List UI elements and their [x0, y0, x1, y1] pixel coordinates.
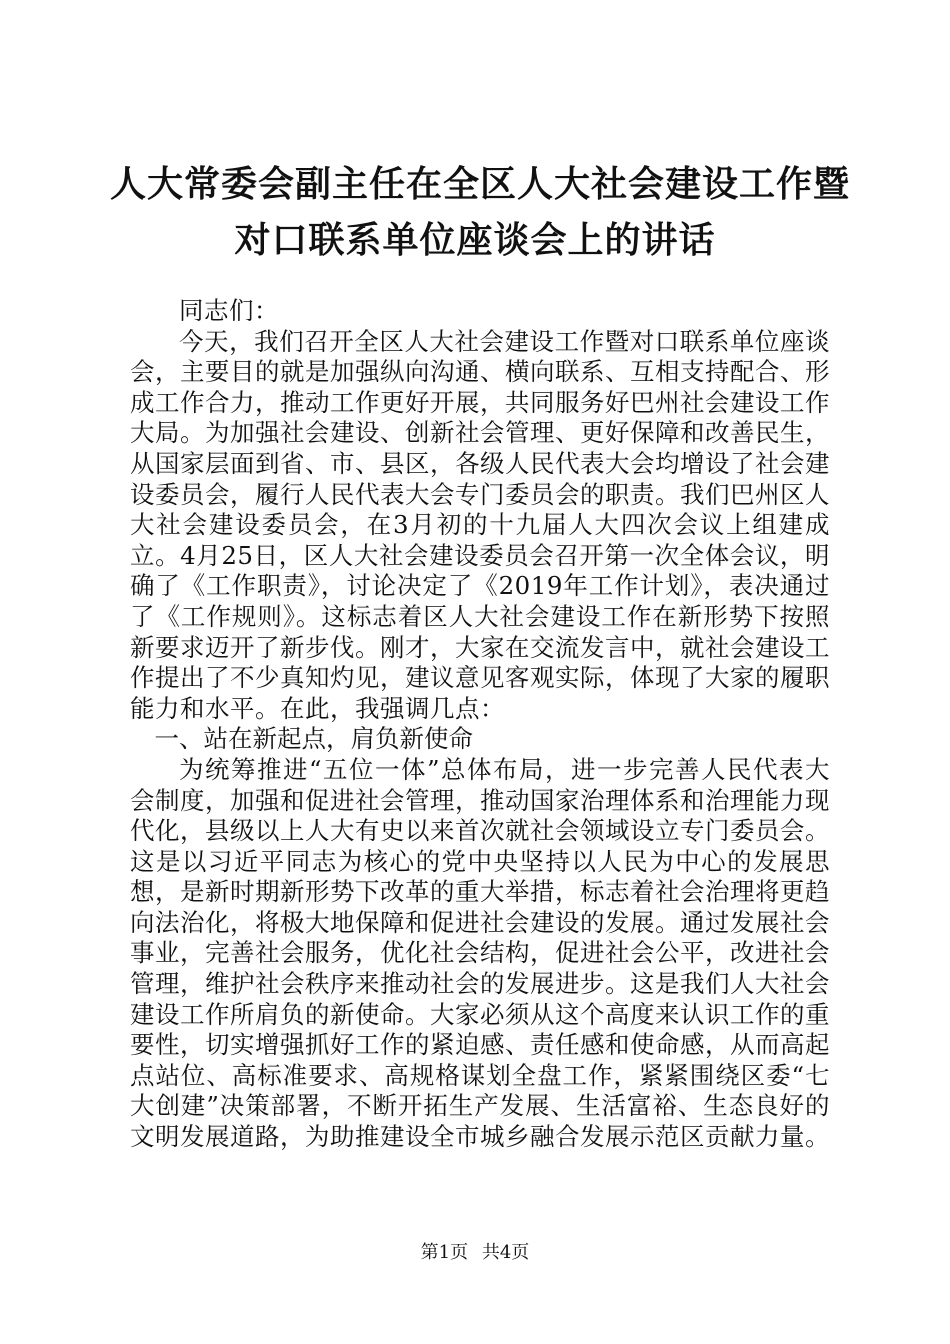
salutation: 同志们： — [179, 296, 279, 325]
document-title-line-1: 人大常委会副主任在全区人大社会建设工作暨 — [110, 163, 851, 205]
document-title-line-2: 对口联系单位座谈会上的讲话 — [234, 219, 716, 261]
page-footer — [0, 1242, 950, 1264]
section-heading-1: 一、站在新起点，肩负新使命 — [154, 724, 473, 754]
page-number: 第1页 — [420, 1242, 469, 1263]
document-body — [130, 296, 830, 1153]
paragraph-intro: 今天，我们召开全区人大社会建设工作暨对口联系单位座谈会，主要目的就是加强纵向沟通、横向联系、互相支持配合、形成工作合力，推动工作更好开展，共同服务好巴州社会建设工作大局。为加强社会建设、创新社会管理、更好保障和改善民生，从国家层面到省、市、县区，各级人民代表大会均增设了社会建设委员会，履行人民代表大会专门委员会的职责。我们巴州区人大社会建设委员会，在3月初的十九届人大四次会议上组建成立。4月25日，区人大社会建设委员会召开第一次全体会议，明确了《工作职责》，讨论决定了《2019年工作计划》，表决通过了《工作规则》。这标志着区人大社会建设工作在新形势下按照新要求迈开了新步伐。刚才，大家在交流发言中，就社会建设工作提出了不少真知灼见，建议意见客观实际，体现了大家的履职能力和水平。在此，我强调几点： — [130, 326, 830, 723]
page-total: 共4页 — [481, 1242, 530, 1263]
paragraph-section-1: 为统筹推进“五位一体”总体布局，进一步完善人民代表大会制度，加强和促进社会管理，推动国家治理体系和治理能力现代化，县级以上人大有史以来首次就社会领域设立专门委员会。这是以习近平同志为核心的党中央坚持以人民为中心的发展思想，是新时期新形势下改革的重大举措，标志着社会治理将更趋向法治化，将极大地保障和促进社会建设的发展。通过发展社会事业，完善社会服务，优化社会结构，促进社会公平，改进社会管理，维护社会秩序来推动社会的发展进步。这是我们人大社会建设工作所肩负的新使命。大家必须从这个高度来认识工作的重要性，切实增强抓好工作的紧迫感、责任感和使命感，从而高起点站位、高标准要求、高规格谋划全盘工作，紧紧围绕区委“七大创建”决策部署，不断开拓生产发展、生活富裕、生态良好的文明发展道路，为助推建设全市城乡融合发展示范区贡献力量。 — [130, 754, 830, 1152]
